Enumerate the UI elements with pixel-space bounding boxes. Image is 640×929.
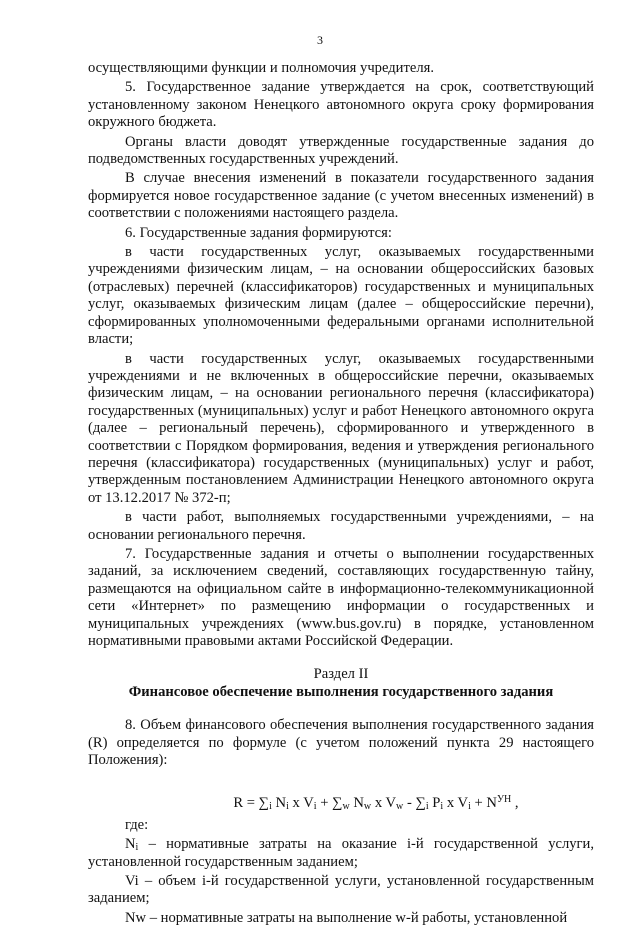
paragraph-8: 8. Объем финансового обеспечения выполнения государственного задания (R) определяется по формуле (с учетом положений пункта 29 настоящего Положения): (88, 717, 594, 769)
paragraph-7: 7. Государственные задания и отчеты о выполнении государственных заданий, за исключением сведений, составляющих государственную тайну, размещаются на официальном сайте в информационно-телекоммуникационной сети «Интернет» по размещению информации о государственных и муниципальных учреждениях (www.bus.gov.ru) в порядке, установленном нормативными правовыми актами Российской Федерации. (88, 545, 594, 649)
definition-vi: Vi – объем i-й государственной услуги, установленной государственным заданием; (88, 873, 594, 907)
paragraph-6-works: в части работ, выполняемых государственными учреждениями, – на основании регионального перечня. (88, 509, 594, 543)
paragraph-5: 5. Государственное задание утверждается на срок, соответствующий установленному законом Ненецкого автономного округа сроку формирования окружного бюджета. (88, 79, 594, 131)
where-label: где: (125, 816, 149, 833)
document-body (88, 60, 594, 929)
financing-formula: $R = \sum_i$ $N_i$ x $V_i + \sum_w$ $N_w$ x $V_w - \sum_i$ $P_i$ x $V_i + N^{УН}$ , (233, 794, 519, 813)
definition-nw: Nw – нормативные затраты на выполнение w-й работы, установленной (125, 909, 568, 926)
definition-ni: $N_i$ – нормативные затраты на оказание i-й государственной услуги, установленной государственным заданием; (88, 836, 594, 870)
paragraph-5-organs: Органы власти доводят утвержденные государственные задания до подведомственных государственных учреждений. (88, 133, 594, 168)
section-number: Раздел II (313, 666, 369, 683)
paragraph-5-changes: В случае внесения изменений в показатели государственного задания формируется новое государственное задание (с учетом внесенных изменений) в соответствии с положениями настоящего раздела. (88, 170, 594, 222)
paragraph-6: 6. Государственные задания формируются: (125, 224, 392, 241)
page-number: 3 (317, 33, 323, 47)
section-title: Финансовое обеспечение выполнения государственного задания (128, 683, 554, 700)
paragraph-6-services-federal: в части государственных услуг, оказываемых государственными учреждениями физическим лицам, – на основании общероссийских базовых (отраслевых) перечней (классификаторов) государственных и муниципальных услуг, оказываемых физическим лицам (далее – общероссийские перечни), сформированных уполномоченными федеральными органами исполнительной власти; (88, 244, 594, 348)
paragraph-6-services-regional: в части государственных услуг, оказываемых государственными учреждениями и не включенных в общероссийские перечни, оказываемых физическим лицам, – на основании регионального перечня (классификатора) государственных (муниципальных) услуг и работ Ненецкого автономного округа (далее – региональный перечень), сформированного и утвержденного в соответствии с Порядком формирования, ведения и утверждения регионального перечня (классификатора) государственных (муниципальных) услуг и работ, утвержденным постановлением Администрации Ненецкого автономного округа от 13.12.2017 № 372-п; (88, 350, 594, 506)
paragraph-continuation: осуществляющими функции и полномочия учредителя. (88, 60, 434, 76)
